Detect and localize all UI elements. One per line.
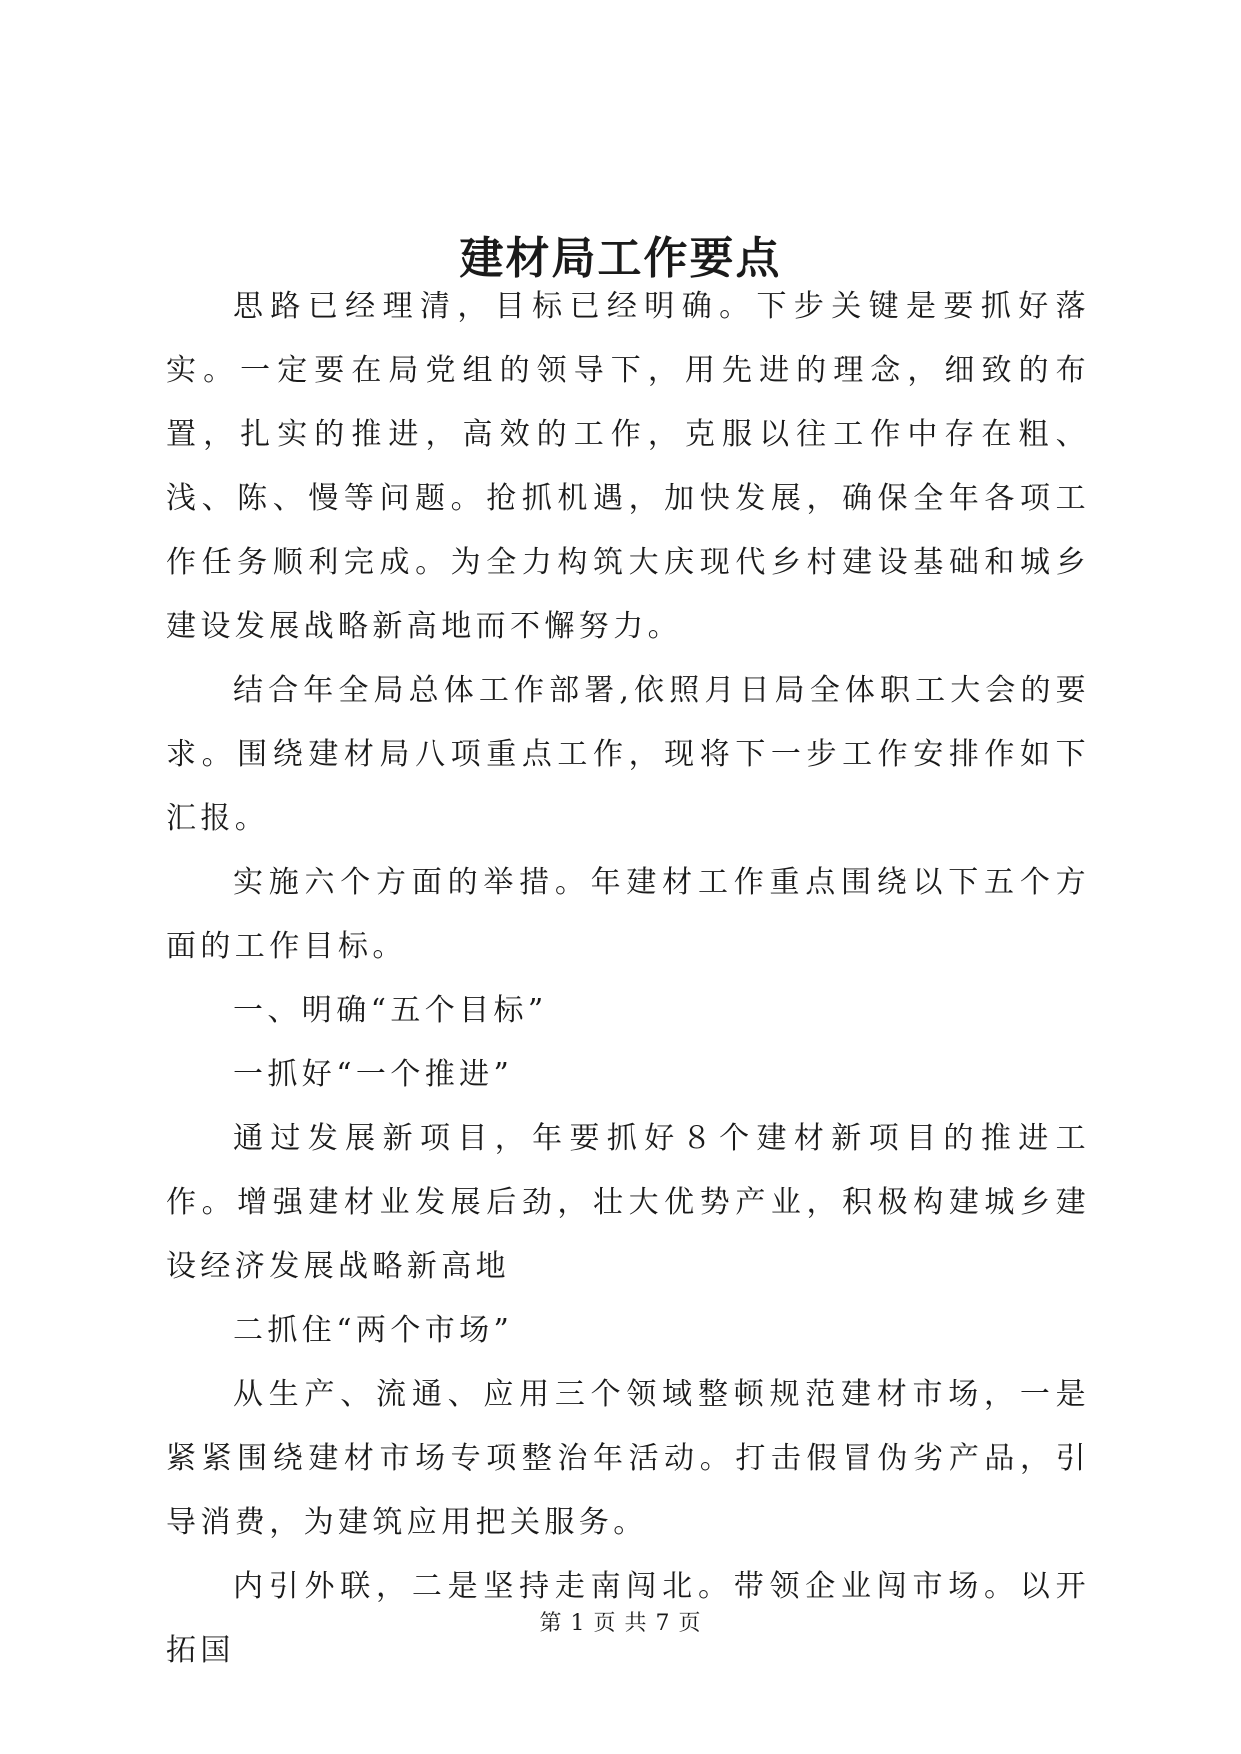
section-heading: 一、明确“五个目标” bbox=[233, 993, 548, 1028]
paragraph: 内引外联，二是坚持走南闯北。带领企业闯市场。以开拓国 bbox=[166, 1569, 1090, 1668]
subsection-heading: 一抓好“一个推进” bbox=[233, 1057, 514, 1092]
paragraph: 通过发展新项目，年要抓好８个建材新项目的推进工作。增强建材业发展后劲，壮大优势产业，积极构建城乡建设经济发展战略新高地 bbox=[166, 1121, 1090, 1284]
document-body bbox=[166, 275, 1090, 1683]
paragraph: 实施六个方面的举措。年建材工作重点围绕以下五个方面的工作目标。 bbox=[166, 865, 1090, 964]
subsection-heading: 二抓住“两个市场” bbox=[233, 1313, 514, 1348]
document-title: 建材局工作要点 bbox=[459, 233, 782, 284]
paragraph: 思路已经理清，目标已经明确。下步关键是要抓好落实。一定要在局党组的领导下，用先进的理念，细致的布置，扎实的推进，高效的工作，克服以往工作中存在粗、浅、陈、慢等问题。抢抓机遇，加快发展，确保全年各项工作任务顺利完成。为全力构筑大庆现代乡村建设基础和城乡建设发展战略新高地而不懈努力。 bbox=[166, 289, 1090, 644]
paragraph: 结合年全局总体工作部署,依照月日局全体职工大会的要求。围绕建材局八项重点工作，现将下一步工作安排作如下汇报。 bbox=[166, 673, 1090, 836]
page-number-footer: 第 1 页 共 7 页 bbox=[539, 1611, 702, 1636]
paragraph: 从生产、流通、应用三个领域整顿规范建材市场，一是紧紧围绕建材市场专项整治年活动。打击假冒伪劣产品，引导消费，为建筑应用把关服务。 bbox=[166, 1377, 1090, 1540]
